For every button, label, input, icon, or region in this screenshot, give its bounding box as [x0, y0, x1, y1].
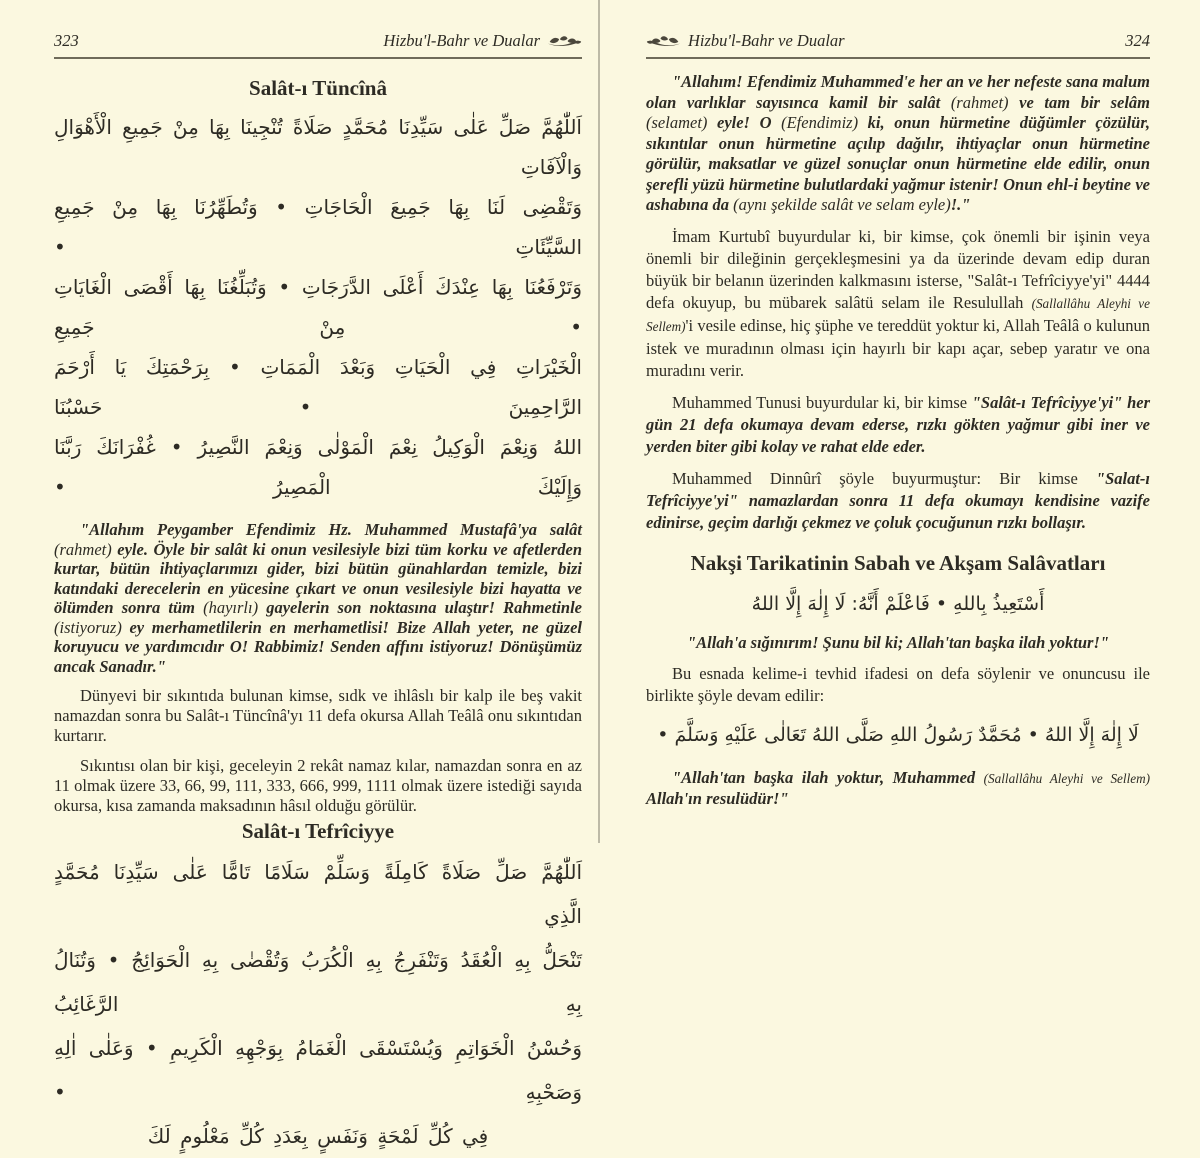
paragraph-dinnuri: Muhammed Dinnûrî şöyle buyurmuştur: Bir kimse "Salat-ı Tefrîciyye'yi" namazlardan sonra 11 defa okumayı kendisine vazife edinirse, geçim darlığı çekmez ve çoluk çocuğunun rızkı bollaşır.	[646, 468, 1150, 532]
page-header-right	[646, 30, 1150, 59]
running-title-group-right	[646, 30, 845, 52]
arabic-line-istiaze: أَسْتَعِيذُ بِاللهِ • فَاعْلَمْ أَنَّهُ: لَا إِلٰهَ إِلَّا اللهُ	[751, 592, 1045, 615]
arabic-line: اَللّٰهُمَّ صَلِّ عَلٰى سَيِّدِنَا مُحَمَّدٍ صَلَاةً تُنْجِينَا بِهَا مِنْ جَمِيعِ الْأَهْوَالِ وَالْآفَاتِ	[54, 115, 582, 179]
running-title-group-left	[383, 30, 582, 52]
running-title-left: Hizbu'l-Bahr ve Dualar	[383, 31, 540, 50]
paragraph-tevhid-intro: Bu esnada kelime-i tevhid ifadesi on defa söylenir ve onuncusu ile birlikte şöyle devam edilir:	[646, 663, 1150, 705]
arabic-line: تَنْحَلُّ بِهِ الْعُقَدُ وَتَنْفَرِجُ بِهِ الْكُرَبُ وَتُقْضٰى بِهِ الْحَوَائِجُ • وَتُنَالُ بِهِ الرَّغَائِبُ	[54, 948, 582, 1016]
arabic-prayer-tefriciyye	[54, 850, 582, 1158]
floral-flourish-icon	[548, 34, 582, 48]
arabic-line: اَللّٰهُمَّ صَلِّ صَلَاةً كَامِلَةً وَسَلِّمْ سَلَامًا تَامًّا عَلٰى سَيِّدِنَا مُحَمَّدٍ الَّذِي	[54, 860, 582, 928]
arabic-line: اللهُ وَنِعْمَ الْوَكِيلُ نِعْمَ الْمَوْلٰى وَنِعْمَ النَّصِيرُ • غُفْرَانَكَ رَبَّنَا وَإِلَيْكَ الْمَصِيرُ •	[54, 435, 582, 499]
arabic-line: الْخَيْرَاتِ فِي الْحَيَاتِ وَبَعْدَ الْمَمَاتِ • بِرَحْمَتِكَ يَا أَرْحَمَ الرَّاحِمِينَ • حَسْبُنَا	[54, 355, 582, 419]
translation-tuncina: "Allahım Peygamber Efendimiz Hz. Muhammed Mustafâ'ya salât (rahmet) eyle. Öyle bir salât ki onun vesilesiyle bizi tüm korku ve afetlerden kurtar, bütün ihtiyaçlarımızı gider, bizi bütün günahlardan temizle, bizi katındaki derecelerin en yücesine çıkart ve onun vesilesiyle bizi hayatta ve ölümden sonra tüm (hayırlı) gayelerin son noktasına ulaştır! Rahmetinle (istiyoruz) ey merhametlilerin en merhametlisi! Bize Allah yeter, ne güzel koruyucu ve yardımcıdır O! Rabbimiz! Senden affını istiyoruz! Dönüşümüz ancak Sanadır."	[54, 520, 582, 676]
arabic-line: وَتَقْضِى لَنَا بِهَا جَمِيعَ الْحَاجَاتِ • وَتُطَهِّرُنَا بِهَا مِنْ جَمِيعِ السَّيِّئَاتِ •	[54, 195, 582, 259]
arabic-line-tevhid: لَا إِلٰهَ إِلَّا اللهُ • مُحَمَّدٌ رَسُولُ اللهِ صَلَّى اللهُ تَعَالٰى عَلَيْهِ وَسَلَّمَ •	[657, 723, 1139, 746]
paragraph-tunusi: Muhammed Tunusi buyurdular ki, bir kimse "Salât-ı Tefrîciyye'yi" her gün 21 defa okumaya devam ederse, rızkı gökten yağmur gibi iner ve yerden biter gibi kolay ve rahat elde eder.	[646, 392, 1150, 456]
page-number-right: 324	[1125, 31, 1150, 50]
paragraph-tuncina-benefit-1: Dünyevi bir sıkıntıda bulunan kimse, sıdk ve ihlâslı bir kalp ile beş vakit namazdan sonra bu Salât-ı Tüncînâ'yı 11 defa okursa Allah Teâlâ onu sıkıntıdan kurtarır.	[54, 686, 582, 745]
section-title-tefriciyye: Salât-ı Tefrîciyye	[241, 819, 395, 843]
translation-istiaze: "Allah'a sığınırım! Şunu bil ki; Allah'tan başka ilah yoktur!"	[686, 632, 1110, 652]
arabic-prayer-tuncina	[54, 107, 582, 507]
page-left	[0, 0, 600, 1148]
floral-flourish-icon	[646, 34, 680, 48]
translation-tevhid: "Allah'tan başka ilah yoktur, Muhammed (Sallallâhu Aleyhi ve Sellem) Allah'ın resulüdür!"	[646, 767, 1150, 808]
page-number-left: 323	[54, 31, 79, 50]
running-title-right: Hizbu'l-Bahr ve Dualar	[688, 31, 845, 50]
arabic-line: وَحُسْنُ الْخَوَاتِمِ وَيُسْتَسْقَى الْغَمَامُ بِوَجْهِهِ الْكَرِيمِ • وَعَلٰى اٰلِهِ وَصَحْبِهِ •	[54, 1036, 582, 1104]
page-right	[600, 0, 1200, 843]
section-title-naksi: Nakşi Tarikatinin Sabah ve Akşam Salâvatları	[690, 550, 1106, 575]
translation-tefriciyye: "Allahım! Efendimiz Muhammed'e her an ve her nefeste sana malum olan varlıklar sayısınca kamil bir salât (rahmet) ve tam bir selâm (selamet) eyle! O (Efendimiz) ki, onun hürmetine düğümler çözülür, sıkıntılar onun hürmetine açılıp dağılır, ihtiyaçlar onun hürmetine görülür, maksatlar ve güzel sonuçlar onun hürmetine elde edilir, onun şerefli yüzü hürmetine bulutlardaki yağmur istenir! Onun ehl-i beytine ve ashabına da (aynı şekilde salât ve selam eyle)!."	[646, 72, 1151, 214]
arabic-line: فِي كُلِّ لَمْحَةٍ وَنَفَسٍ بِعَدَدِ كُلِّ مَعْلُومٍ لَكَ	[147, 1124, 489, 1148]
paragraph-kurtubi: İmam Kurtubî buyurdular ki, bir kimse, çok önemli bir işinin veya önemli bir dileğinin gerçekleşmesini ya da üzerinde devam edip duran büyük bir belanın üzerinden kalkmasını isterse, "Salât-ı Tefrîciyye'yi" 4444 defa okuyup, bu mübarek salâtü selam ile Resulullah (Sallallâhu Aleyhi ve Sellem)'i vesile edinse, hiç şüphe ve tereddüt yoktur ki, Allah Teâlâ o kulunun istek ve muradının olması için hayırlı bir kapı açar, sebep yaratır ve ona muradını verir.	[646, 226, 1150, 380]
page-header-left	[54, 30, 582, 59]
arabic-line: وَتَرْفَعُنَا بِهَا عِنْدَكَ أَعْلَى الدَّرَجَاتِ • وَتُبَلِّغُنَا بِهَا أَقْصَى الْغَايَاتِ • مِنْ جَمِيعِ	[54, 275, 582, 339]
paragraph-tuncina-benefit-2: Sıkıntısı olan bir kişi, geceleyin 2 rekât namaz kılar, namazdan sonra en az 11 olmak üzere 33, 66, 99, 111, 333, 666, 999, 1111 olmak üzere istediği sayıda okursa, kısa zamanda maksadının hâsıl olduğu görülür.	[54, 756, 582, 815]
section-title-tuncina: Salât-ı Tüncînâ	[249, 76, 387, 100]
